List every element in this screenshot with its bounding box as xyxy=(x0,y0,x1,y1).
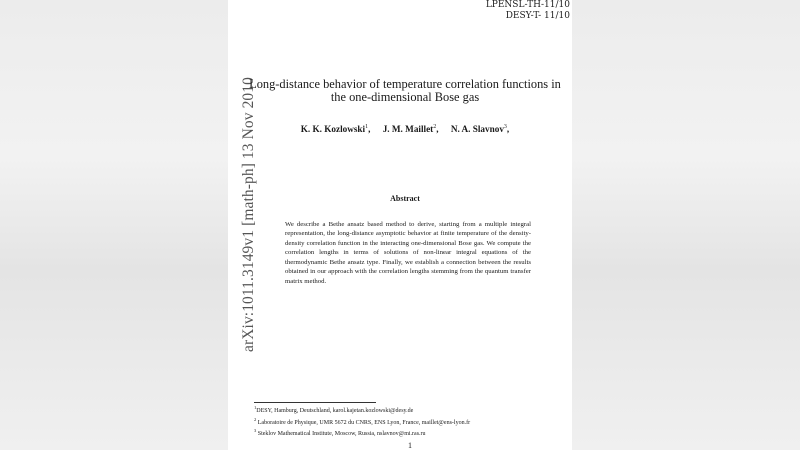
footnote xyxy=(254,427,564,439)
footnote-mark: 1 xyxy=(254,405,257,410)
author-affiliation-mark: 3 xyxy=(503,124,507,130)
footnote xyxy=(254,416,564,428)
author-name: N. A. Slavnov xyxy=(450,124,504,135)
author xyxy=(451,124,509,134)
paper-title xyxy=(238,78,572,104)
footnote xyxy=(254,404,564,416)
author-separator: , xyxy=(368,124,371,135)
footnotes xyxy=(254,404,564,439)
footnote-mark: 2 xyxy=(254,416,257,422)
background-right xyxy=(572,0,800,450)
author xyxy=(383,124,439,134)
abstract-text: We describe a Bethe ansatz based method to derive, starting from a multiple integral representation, the long-distance asymptotic behavior at finite temperature of the density-density correlation function in the interacting one-dimensional Bose gas. We compute the correlation lengths in terms of solutions of non-linear integral equations of the thermodynamic Bethe ansatz type. Finally, we establish a connection between the results obtained in our approach with the correlation lengths stemming from the quantum transfer matrix method. xyxy=(285,221,531,285)
paper-page xyxy=(228,0,572,450)
report-ids xyxy=(486,0,570,22)
footnote-text: Steklov Mathematical Institute, Moscow, Russia, nslavnov@mi.ras.ru xyxy=(257,431,426,437)
footnote-text: Laboratoire de Physique, UMR 5672 du CNRS, ENS Lyon, France, maillet@ens-lyon.fr xyxy=(257,419,471,426)
report-id: DESY-T- 11/10 xyxy=(505,11,570,21)
abstract-heading: Abstract xyxy=(390,194,420,203)
author-separator: , xyxy=(436,124,439,135)
title-line: Long-distance behavior of temperature correlation functions in xyxy=(249,77,561,91)
author-affiliation-mark: 1 xyxy=(365,124,369,130)
footnote-mark: 3 xyxy=(254,428,257,433)
page-number: 1 xyxy=(408,441,412,450)
title-line: the one-dimensional Bose gas xyxy=(330,90,480,104)
author-name: J. M. Maillet xyxy=(382,124,434,135)
author-name: K. K. Kozlowski xyxy=(300,124,366,135)
author-affiliation-mark: 2 xyxy=(433,124,437,130)
author-separator: , xyxy=(506,124,510,135)
author xyxy=(301,124,371,134)
author-list xyxy=(238,124,572,134)
footnote-divider xyxy=(254,402,376,403)
arxiv-stamp: arXiv:1011.3149v1 [math-ph] 13 Nov 2010 xyxy=(240,77,257,352)
background-left xyxy=(0,0,228,450)
footnote-text: DESY, Hamburg, Deutschland, karol.kajetan.kozlowski@desy.de xyxy=(256,408,414,414)
report-id: LPENSL-TH-11/10 xyxy=(485,0,570,10)
